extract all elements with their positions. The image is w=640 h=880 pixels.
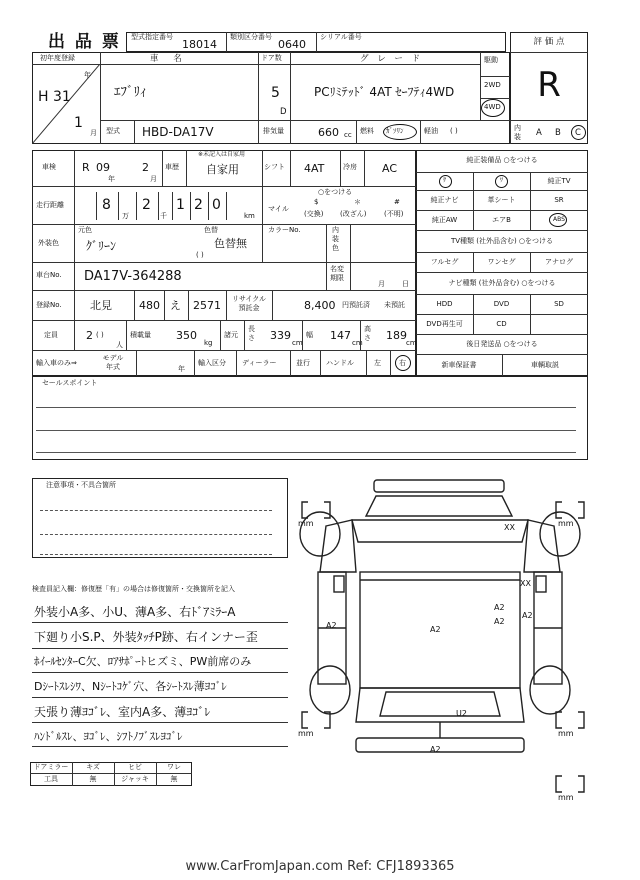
mileage-star: ＊ xyxy=(354,198,361,206)
year-unit: 年 xyxy=(84,71,91,79)
chassis-value: DA17V-364288 xyxy=(84,269,182,284)
recycle-value: 8,400 xyxy=(304,299,336,312)
serial-label: シリアル番号 xyxy=(320,33,362,41)
tools-h1: ドアミラー xyxy=(33,763,69,771)
navi-hdd: HDD xyxy=(436,300,453,308)
mileage-digit-5: 0 xyxy=(212,197,221,213)
capacity-label: 定員 xyxy=(44,331,58,339)
inspection-label: 車検 xyxy=(42,163,56,171)
drive-label: 駆動 xyxy=(484,56,498,64)
interior-color-label: 内装色 xyxy=(332,226,339,252)
width-value: 147 xyxy=(330,329,351,342)
car-damage-diagram xyxy=(290,476,590,816)
navi-cd: CD xyxy=(496,320,507,328)
handle-left: 左 xyxy=(374,359,381,367)
notes-label: 注意事項・不具合箇所 xyxy=(46,481,116,489)
diesel-paren: ( ) xyxy=(450,127,458,135)
tv-one: ワンセグ xyxy=(487,258,516,266)
first-reg-label: 初年度登録 xyxy=(40,54,75,62)
cc-unit: cc xyxy=(344,131,352,139)
inspection-month: 2 xyxy=(142,161,149,174)
inspection-era: R xyxy=(82,161,90,174)
fuel-value: ｶﾞｿﾘﾝ xyxy=(386,127,404,135)
equip-r3-c1: 純正AW xyxy=(431,216,458,224)
tools-h3: ヒビ xyxy=(128,763,142,771)
chassis-label: 車台No. xyxy=(36,271,62,279)
mark-xx-2: XX xyxy=(520,579,531,588)
type-no-label: 型式指定番号 xyxy=(131,33,173,41)
height-value: 189 xyxy=(386,329,407,342)
inspection-year: 09 xyxy=(96,161,110,174)
capacity-paren: ( ) xyxy=(96,331,104,339)
tools-r4: 無 xyxy=(170,775,178,783)
doors-value: 5 xyxy=(271,85,280,101)
mileage-exchange: (交換) xyxy=(304,210,324,218)
tv-title: TV種類 (社外品含む) ○をつける xyxy=(450,237,554,245)
note-line-1: 外装小A多、小U、薄A多、右ﾄﾞｱﾐﾗｰA xyxy=(34,605,236,619)
ac-label: 冷房 xyxy=(343,163,357,171)
displacement-value: 660 xyxy=(318,126,339,139)
load-label: 積載量 xyxy=(130,331,151,339)
sales-point-label: セールスポイント xyxy=(42,379,98,387)
handle-label: ハンドル xyxy=(326,359,354,367)
recycle-unit: 円預託済 xyxy=(342,301,370,309)
import-parallel: 並行 xyxy=(296,359,310,367)
color-change-value: 色替無 xyxy=(214,237,247,250)
import-dealer: ディーラー xyxy=(242,359,277,367)
use-label: 車歴 xyxy=(165,163,179,171)
color-label: 外装色 xyxy=(38,239,59,247)
mm-label-3: mm xyxy=(298,729,314,738)
doors-label: ドア数 xyxy=(261,54,282,62)
inspector-note: 検査員記入欄：修復歴「有」の場合は修復箇所・交換箇所を記入 xyxy=(32,585,235,593)
model-year-unit: 年 xyxy=(178,365,185,373)
navi-sd: SD xyxy=(554,300,564,308)
mileage-man: 万 xyxy=(122,212,129,220)
note-line-2: 下廻り小S.P、外装ﾀｯﾁP跡、右インナー歪 xyxy=(34,630,258,644)
mm-label-5: mm xyxy=(558,793,574,802)
mileage-label: 走行距離 xyxy=(36,201,64,209)
mark-a2-right-side: A2 xyxy=(522,611,533,620)
mileage-km: km xyxy=(244,212,255,220)
length-label: 長さ xyxy=(248,325,255,342)
mark-a2-right-1: A2 xyxy=(494,603,505,612)
not-deposited: 未預託 xyxy=(384,301,405,309)
mm-label-2: mm xyxy=(558,519,574,528)
navi-title: ナビ種類 (社外品含む) ○をつける xyxy=(448,279,556,287)
name-change-label: 名変期限 xyxy=(330,265,344,282)
equip-r2-c3: SR xyxy=(554,196,564,204)
name-change-day: 日 xyxy=(402,280,409,288)
capacity-persons: 2 xyxy=(86,329,93,342)
mileage-mile: マイル xyxy=(268,205,289,213)
mileage-digit-1: 8 xyxy=(102,197,111,213)
width-cm: cm xyxy=(352,339,363,347)
later-warranty: 新車保証書 xyxy=(441,361,477,369)
navi-dvd: DVD xyxy=(493,300,510,308)
car-name-label: 車 名 xyxy=(150,54,188,64)
note-line-6: ﾊﾝﾄﾞﾙｽﾚ、ﾖｺﾞﾚ、ｼﾌﾄﾉﾌﾞｽﾚﾖｺﾞﾚ xyxy=(34,730,183,743)
equip-r1-c1: ｻ xyxy=(442,177,446,184)
height-label: 高さ xyxy=(364,325,371,342)
sales-point-box xyxy=(32,376,588,460)
mm-label-1: mm xyxy=(298,519,314,528)
drive-2wd: 2WD xyxy=(484,81,501,89)
drive-4wd-circle xyxy=(481,99,505,117)
color-orig-value: ｸﾞﾘｰﾝ xyxy=(86,239,117,253)
grade-label: グ レ ー ド xyxy=(360,54,424,64)
use-note: ※未記入は自家用 xyxy=(198,151,246,158)
mileage-digit-2: 2 xyxy=(142,197,151,213)
recycle-label: リサイクル預託金 xyxy=(231,295,267,312)
type-no-value: 18014 xyxy=(182,38,217,51)
registration-class: 480 xyxy=(139,299,160,312)
color-change-label: 色替 xyxy=(204,226,218,234)
ac-value: AC xyxy=(382,162,398,175)
rating-value: R xyxy=(537,65,561,105)
later-title: 後日発送品 ○をつける xyxy=(466,340,538,348)
registration-kana: え xyxy=(170,299,181,312)
model-value: HBD-DA17V xyxy=(142,125,214,139)
car-name-value: ｴﾌﾞﾘｨ xyxy=(114,85,147,100)
tools-r2: 無 xyxy=(89,775,97,783)
color-number-label: カラーNo. xyxy=(268,226,301,234)
height-cm: cm xyxy=(406,339,417,347)
mileage-dollar: $ xyxy=(314,198,319,206)
name-change-month: 月 xyxy=(378,280,385,288)
first-reg-month: 1 xyxy=(74,115,83,131)
interior-grade-c: C xyxy=(575,128,581,138)
mileage-hash: # xyxy=(394,198,400,206)
equip-r1-c3: 純正TV xyxy=(547,177,571,185)
equip-r2-c2: 革シート xyxy=(487,196,516,204)
rating-label: 評 価 点 xyxy=(533,37,565,47)
diesel-label: 軽油 xyxy=(424,127,438,135)
mileage-circle-note: ○をつける xyxy=(318,188,353,196)
color-paren: ( ) xyxy=(196,251,204,259)
mark-a2-left-side: A2 xyxy=(326,621,337,630)
mark-xx-1: XX xyxy=(504,523,515,532)
interior-label: 内装 xyxy=(514,124,521,141)
tv-analog: アナログ xyxy=(545,258,573,266)
mark-a2-bumper: A2 xyxy=(430,745,441,754)
navi-dvd-play: DVD再生可 xyxy=(426,320,463,328)
registration-number: 2571 xyxy=(193,299,221,312)
fuel-label: 燃料 xyxy=(360,127,374,135)
note-line-5: 天張り薄ﾖｺﾞﾚ、室内A多、薄ﾖｺﾞﾚ xyxy=(34,705,211,719)
length-cm: cm xyxy=(292,339,303,347)
mileage-altered: (改ざん) xyxy=(340,210,367,218)
grade-value: PCﾘﾐﾃｯﾄﾞ 4AT ｾｰﾌﾃｨ4WD xyxy=(314,85,455,99)
tools-h2: キズ xyxy=(86,763,100,771)
mm-label-4: mm xyxy=(558,729,574,738)
mileage-digit-3: 1 xyxy=(176,197,185,213)
displacement-label: 排気量 xyxy=(263,127,284,135)
length-value: 339 xyxy=(270,329,291,342)
handle-right-circle xyxy=(395,355,411,371)
note-line-4: Dｼｰﾄｽﾚｼﾜ、Nｼｰﾄｺｹﾞ穴、各ｼｰﾄｽﾚ薄ﾖｺﾞﾚ xyxy=(34,680,227,693)
sheet-title: 出 品 票 xyxy=(48,32,121,52)
month-unit: 月 xyxy=(90,129,97,137)
interior-grade-a: A xyxy=(536,128,542,138)
equip-r2-c1: 純正ナビ xyxy=(430,196,459,204)
drive-4wd: 4WD xyxy=(484,103,501,111)
import-class-label: 輸入区分 xyxy=(198,359,226,367)
mark-u2-rear: U2 xyxy=(456,709,467,718)
note-line-3: ﾎｲｰﾙｾﾝﾀｰC欠、ﾛｱｻﾎﾟｰﾄヒズミ、PW前席のみ xyxy=(34,655,252,668)
mileage-sen: 千 xyxy=(160,212,167,220)
registration-place: 北見 xyxy=(90,299,112,312)
shift-value: 4AT xyxy=(304,162,325,175)
tools-r3: ジャッキ xyxy=(121,775,149,783)
model-year-label: モデル年式 xyxy=(102,354,124,371)
class-no-label: 類別区分番号 xyxy=(230,33,272,41)
interior-grade-b: B xyxy=(555,128,561,138)
equip-r1-c2: ﾜ xyxy=(499,177,503,184)
shift-label: シフト xyxy=(264,163,285,171)
later-manual: 車輌取説 xyxy=(531,361,559,369)
mileage-digit-4: 2 xyxy=(194,197,203,213)
use-value: 自家用 xyxy=(206,163,239,176)
mark-a2-right-2: A2 xyxy=(494,617,505,626)
footer-watermark: www.CarFromJapan.com Ref: CFJ1893365 xyxy=(185,859,455,874)
model-label: 型式 xyxy=(106,127,120,135)
capacity-unit: 人 xyxy=(116,341,123,349)
tv-full: フルセグ xyxy=(430,258,459,266)
mark-a2-roof: A2 xyxy=(430,625,441,634)
import-label: 輸入車のみ⇒ xyxy=(36,359,77,367)
dims-label: 諸元 xyxy=(224,331,238,339)
class-no-value: 0640 xyxy=(278,38,306,51)
inspection-year-unit: 年 xyxy=(108,175,115,183)
registration-label: 登録No. xyxy=(36,301,62,309)
load-value: 350 xyxy=(176,329,197,342)
equipment-title: 純正装備品 ○をつける xyxy=(466,156,538,164)
load-kg: kg xyxy=(204,339,213,347)
color-orig-label: 元色 xyxy=(78,226,92,234)
mileage-unknown: (不明) xyxy=(384,210,404,218)
fuel-circle xyxy=(383,124,417,140)
first-reg-year: H 31 xyxy=(38,89,71,105)
door-type: D xyxy=(280,107,287,117)
equip-r3-c3: ABS xyxy=(553,216,565,223)
interior-grade-circle xyxy=(571,125,586,140)
handle-right: 右 xyxy=(399,359,406,367)
tools-h4: ワレ xyxy=(167,763,181,771)
inspection-month-unit: 月 xyxy=(150,175,157,183)
width-label: 幅 xyxy=(306,331,313,339)
equip-r3-c2: エアB xyxy=(492,216,511,224)
notes-box xyxy=(32,478,288,558)
tools-r1: 工具 xyxy=(44,775,58,783)
